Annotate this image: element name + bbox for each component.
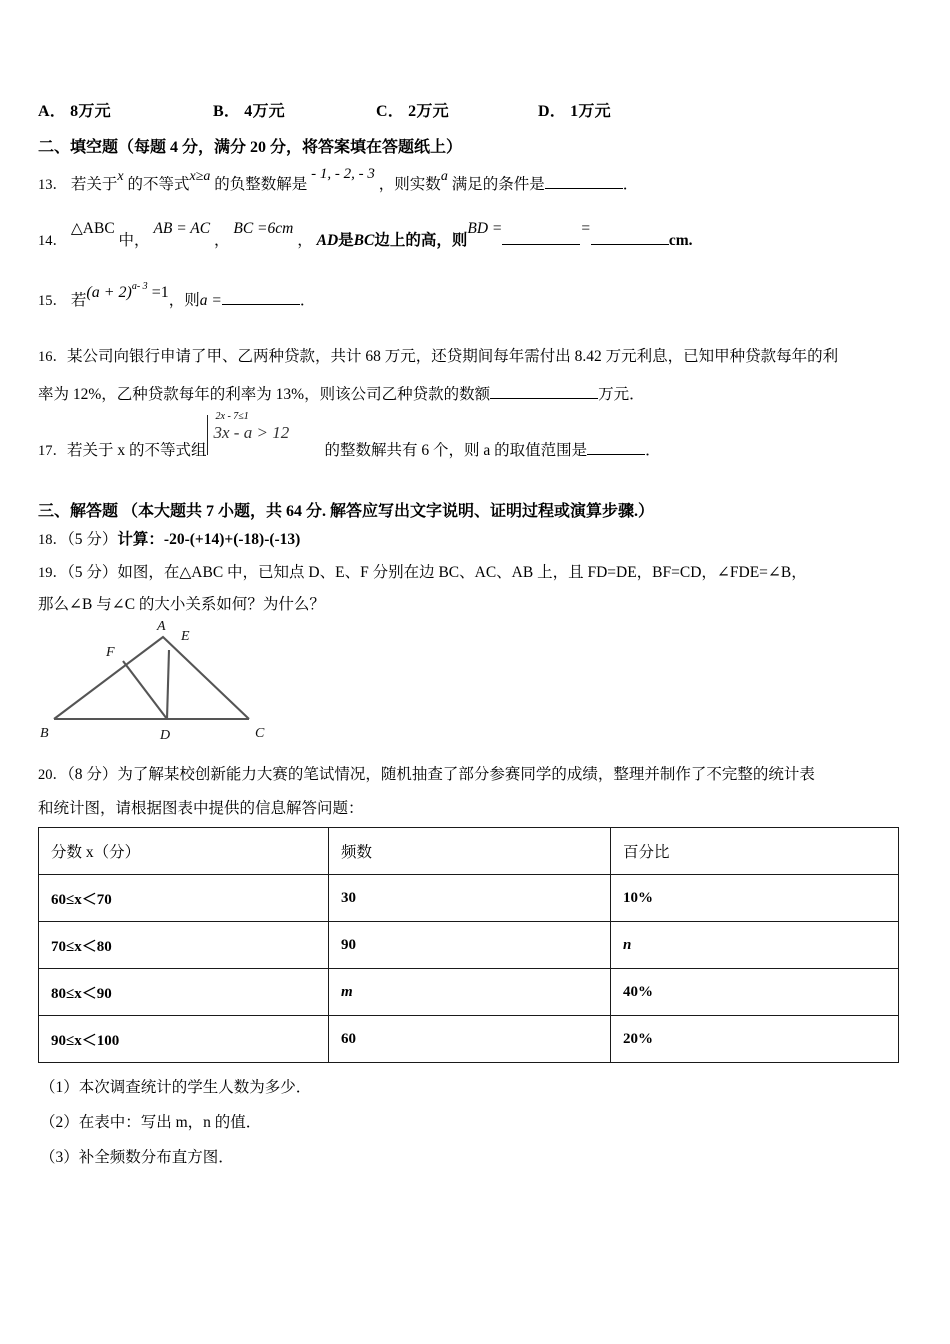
choice-a-letter: A．: [38, 103, 66, 120]
vertex-label-f: F: [106, 645, 115, 660]
q14-zhong: 中，: [118, 232, 150, 249]
question-16-line2: [38, 382, 645, 404]
cell-percent: 40%: [611, 969, 899, 1016]
q13-part4: ，则实数: [378, 176, 441, 193]
q13-inequality: x≥a: [189, 169, 211, 184]
vertex-label-e: E: [181, 629, 190, 644]
cell-frequency: m: [329, 969, 611, 1016]
table-header-percent: 百分比: [611, 828, 899, 875]
cell-frequency: 90: [329, 922, 611, 969]
vertex-label-a: A: [157, 619, 166, 634]
question-14: [38, 220, 693, 250]
cell-range: 60≤x＜70: [39, 875, 329, 922]
table-row: [39, 875, 899, 922]
vertex-label-b: B: [40, 726, 49, 741]
segment-ed: [167, 650, 169, 719]
q17-inequality-system: [207, 411, 325, 455]
q14-seg-bc: BC: [353, 232, 375, 249]
q15-tail: ．: [299, 292, 316, 309]
q13-part3: 的负整数解是: [214, 176, 308, 193]
question-19-line1: [38, 560, 807, 582]
table-header-row: [39, 828, 899, 875]
choice-c-letter: C．: [376, 103, 404, 120]
q18-expression: -20-(+14)+(-18)-(-13): [163, 531, 301, 548]
table-row: [39, 1016, 899, 1063]
q14-bd-label: BD =: [467, 220, 503, 237]
cell-frequency: 30: [329, 875, 611, 922]
cell-range: 70≤x＜80: [39, 922, 329, 969]
q14-shi: 是: [338, 232, 354, 249]
q14-triangle-abc: △ABC: [70, 220, 115, 237]
q13-part5: 满足的条件是: [451, 176, 545, 193]
q14-unit: cm.: [668, 232, 693, 249]
q13-var-a: a: [440, 169, 448, 184]
q14-blank-2[interactable]: [591, 233, 669, 245]
question-19-line2: [38, 592, 325, 614]
q13-tail: ．: [622, 176, 639, 193]
choice-b-text: 4万元: [244, 103, 285, 120]
q13-solution: - 1, - 2, - 3: [311, 166, 375, 182]
q17-part1: 若关于 x 的不等式组: [67, 442, 207, 459]
cell-frequency: 60: [329, 1016, 611, 1063]
question-13: [38, 166, 639, 194]
q13-answer-blank[interactable]: [545, 177, 623, 189]
q17-part2: 的整数解共有 6 个，则 a 的取值范围是: [324, 442, 588, 459]
q15-expr-base: (a + 2): [86, 284, 132, 301]
q20-score: （8 分）: [67, 766, 118, 783]
triangle-svg: [36, 612, 306, 747]
q19-text-line1: 如图，在△ABC 中，已知点 D、E、F 分别在边 BC、AC、AB 上，且 FD=DE，BF=CD，∠FDE=∠B，: [117, 564, 807, 581]
q15-number: 15．: [38, 293, 67, 309]
q16-text-line1: 某公司向银行申请了甲、乙两种贷款，共计 68 万元，还贷期间每年需付出 8.42 万元利息，已知甲种贷款每年的利: [67, 348, 839, 365]
segment-fd: [123, 661, 167, 719]
q15-a-equals: a =: [199, 292, 222, 309]
q14-comma2: ，: [297, 232, 313, 249]
q14-number: 14．: [38, 233, 67, 249]
q20-number: 20．: [38, 767, 67, 783]
choice-c: [376, 98, 449, 121]
choice-d-letter: D．: [538, 103, 566, 120]
cell-percent: 20%: [611, 1016, 899, 1063]
q15-ruo: 若: [70, 292, 87, 309]
q17-tail: ．: [645, 442, 661, 459]
q17-system-line2: 3x - a > 12: [213, 423, 290, 442]
q17-answer-blank[interactable]: [587, 443, 645, 455]
cell-percent: n: [611, 922, 899, 969]
q13-number: 13．: [38, 177, 67, 193]
table-row: [39, 969, 899, 1016]
q18-number: 18．: [38, 532, 67, 548]
q17-number: 17．: [38, 443, 67, 459]
q20-text-line1: 为了解某校创新能力大赛的笔试情况，随机抽查了部分参赛同学的成绩，整理并制作了不完整的统计表: [117, 766, 815, 783]
q15-comma: ，则: [168, 292, 200, 309]
choice-b-letter: B．: [213, 103, 241, 120]
section-two-heading: 二、填空题（每题 4 分，满分 20 分，将答案填在答题纸上）: [38, 139, 463, 156]
q15-expr-exponent: a- 3: [131, 281, 148, 292]
q19-score: （5 分）: [67, 564, 118, 581]
q14-seg-ad: AD: [316, 232, 339, 249]
q18-score: （5 分）: [67, 531, 118, 548]
q14-eq-bc: BC =6cm: [233, 220, 294, 237]
frequency-table: [38, 827, 899, 1063]
q13-var-x: x: [117, 169, 124, 184]
q20-subquestion-3: （3）补全频数分布直方图．: [40, 1149, 234, 1166]
table-row: [39, 922, 899, 969]
choice-d: [538, 98, 611, 121]
triangle-sides-ab-ac: [54, 637, 249, 719]
q17-system-line1: 2x - 7≤1: [215, 411, 249, 422]
q16-number: 16．: [38, 349, 67, 365]
vertex-label-d: D: [160, 728, 171, 743]
q14-comma1: ，: [213, 232, 230, 249]
question-20-line2: [38, 796, 364, 818]
q18-label: 计算：: [117, 531, 164, 548]
q13-part1: 若关于: [70, 176, 118, 193]
section-three-heading: 三、解答题 （本大题共 7 小题，共 64 分. 解答应写出文字说明、证明过程或演算步骤.）: [38, 503, 655, 520]
choice-b: [213, 98, 285, 121]
table-header-score: 分数 x（分）: [39, 828, 329, 875]
question-18: [38, 527, 300, 549]
triangle-figure: [36, 612, 306, 747]
q16-unit: 万元．: [598, 386, 645, 403]
table-header-frequency: 频数: [329, 828, 611, 875]
q20-text-line2: 和统计图，请根据图表中提供的信息解答问题：: [38, 800, 364, 817]
q16-text-line2: 率为 12%，乙种贷款每年的利率为 13%，则该公司乙种贷款的数额: [38, 386, 491, 403]
q19-number: 19．: [38, 565, 67, 581]
q16-answer-blank[interactable]: [490, 387, 598, 399]
q13-part2: 的不等式: [127, 176, 190, 193]
choice-d-text: 1万元: [570, 103, 611, 120]
cell-percent: 10%: [611, 875, 899, 922]
cell-range: 80≤x＜90: [39, 969, 329, 1016]
question-16-line1: [38, 344, 838, 366]
choice-c-text: 2万元: [408, 103, 449, 120]
q15-expr-equals: =1: [147, 284, 169, 301]
cell-range: 90≤x＜100: [39, 1016, 329, 1063]
choice-a: [38, 98, 111, 121]
q15-answer-blank[interactable]: [222, 293, 300, 305]
q14-part3: 边上的高，则: [374, 232, 468, 249]
q14-eq-mid: =: [580, 220, 591, 237]
q14-blank-1[interactable]: [502, 233, 580, 245]
system-brace: [207, 415, 209, 455]
question-17: [38, 411, 661, 460]
question-20-line1: [38, 762, 815, 784]
vertex-label-c: C: [255, 726, 265, 741]
q19-text-line2: 那么∠B 与∠C 的大小关系如何？为什么？: [38, 596, 325, 613]
q14-eq-ab-ac: AB = AC: [153, 220, 211, 237]
q20-subquestion-1: （1）本次调查统计的学生人数为多少．: [40, 1079, 312, 1096]
question-15: [38, 281, 316, 310]
q20-subquestion-2: （2）在表中：写出 m，n 的值．: [40, 1114, 262, 1131]
choice-a-text: 8万元: [70, 103, 111, 120]
